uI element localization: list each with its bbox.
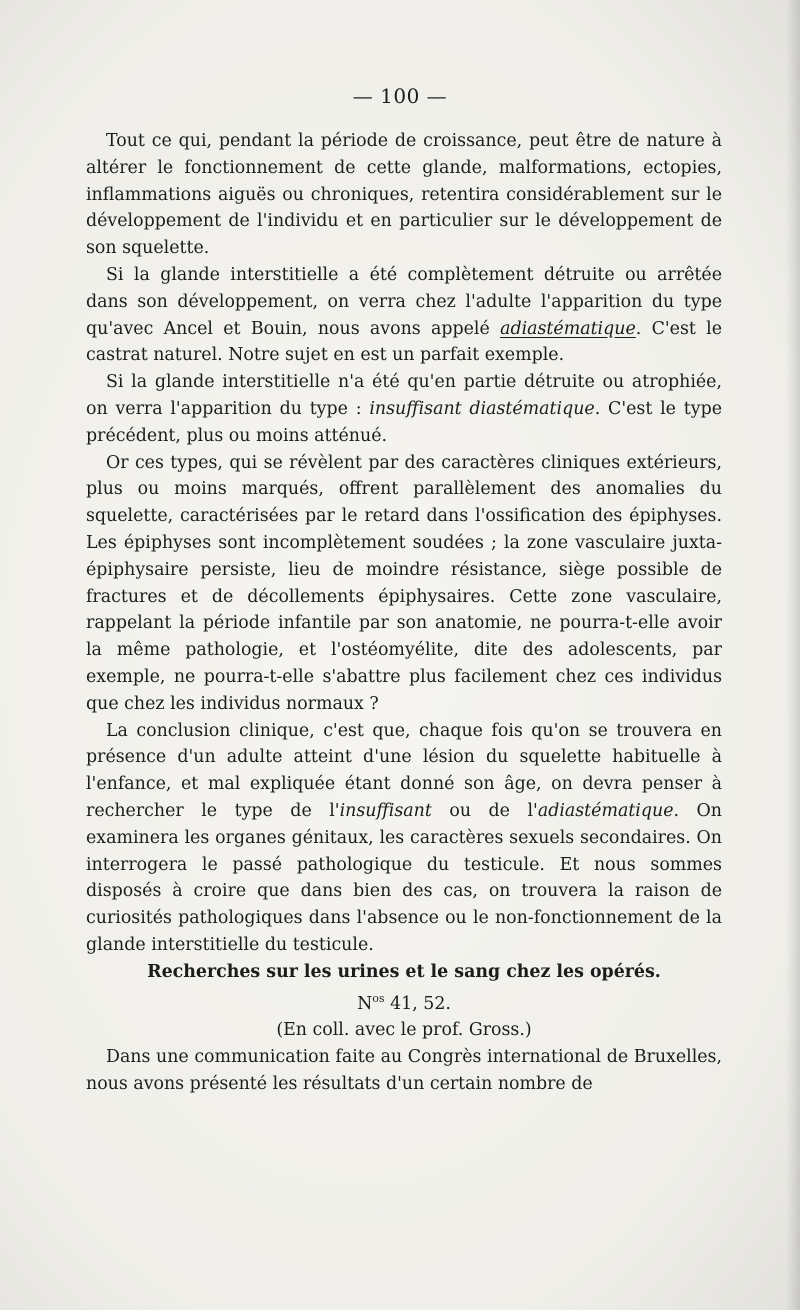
- page-edge-shadow: [786, 0, 800, 1310]
- paragraph-2: [86, 262, 722, 369]
- paragraph-1: Tout ce qui, pendant la période de croissance, peut être de nature à altérer le fonctionnement de cette glande, malformations, ectopies, inflammations aiguës ou chroniques, retentira considérablement sur le développement de l'individu et en particulier sur le développement de son squelette.: [86, 131, 722, 259]
- paragraph-4: Or ces types, qui se révèlent par des caractères cliniques extérieurs, plus ou moins marqués, offrent parallèlement des anomalies du squelette, caractérisées par le retard dans l'ossification des épiphyses. Les épiphyses sont incomplètement soudées ; la zone vasculaire juxta-épiphysaire persiste, lieu de moindre résistance, siège possible de fractures et de décollements épiphysaires. Cette zone vasculaire, rappelant la période infantile par son anatomie, ne pourra-t-elle avoir la même pathologie, et l'ostéomyélite, dite des adolescents, par exemple, ne pourra-t-elle s'abattre plus facilement chez ces individus que chez les individus normaux ?: [86, 452, 722, 714]
- paragraph-5-text-mid: ou de l': [431, 800, 538, 821]
- paragraph-3-text-a: Si la glande interstitielle n'a été qu'en partie détruite ou atrophiée, on verra l'apparition du type :: [86, 372, 722, 419]
- page-number: — 100 —: [352, 84, 448, 108]
- term-insuffisant-diastematique: insuffisant diastématique: [369, 398, 595, 419]
- numbers-value: 41, 52.: [384, 993, 451, 1014]
- term-adiastematique: adiastématique: [500, 318, 636, 339]
- paragraph-3-text-b: . C'est le type précédent, plus ou moins atténué.: [86, 398, 722, 446]
- section-heading: Recherches sur les urines et le sang chez les opérés.: [147, 961, 661, 982]
- numbers-sup: os: [372, 991, 385, 1005]
- term-insuffisant: insuffisant: [339, 800, 432, 821]
- numbers-prefix: N: [357, 993, 373, 1014]
- paragraph-5: [86, 718, 722, 959]
- paragraph-2-text-a: Si la glande interstitielle a été complètement détruite ou arrêtée dans son développement, on verra chez l'adulte l'apparition du type qu'avec Ancel et Bouin, nous avons appelé: [86, 264, 722, 339]
- paragraph-5-text-b: . On examinera les organes génitaux, les caractères sexuels secondaires. On interrogera le passé pathologique du testicule. Et nous sommes disposés à croire que dans bien des cas, on trouvera la raison de curiosités pathologiques dans l'absence ou le non-fonctionnement de la glande interstitielle du testicule.: [86, 800, 722, 955]
- paragraph-3: [86, 369, 722, 449]
- page-body: [86, 128, 722, 1097]
- section-numbers: [86, 986, 722, 1018]
- paragraph-5-text-a: La conclusion clinique, c'est que, chaque fois qu'on se trouvera en présence d'un adulte atteint d'une lésion du squelette habituelle à l'enfance, et mal expliquée étant donné son âge, on devra penser à rechercher le type de l': [86, 720, 722, 821]
- paragraph-2-text-b: . C'est le castrat naturel. Notre sujet en est un parfait exemple.: [86, 318, 722, 366]
- section-paragraph-1: Dans une communication faite au Congrès international de Bruxelles, nous avons présenté les résultats d'un certain nombre de: [86, 1046, 722, 1094]
- collaboration-note: (En coll. avec le prof. Gross.): [276, 1020, 532, 1041]
- term-adiastematique-2: adiastématique: [537, 800, 674, 821]
